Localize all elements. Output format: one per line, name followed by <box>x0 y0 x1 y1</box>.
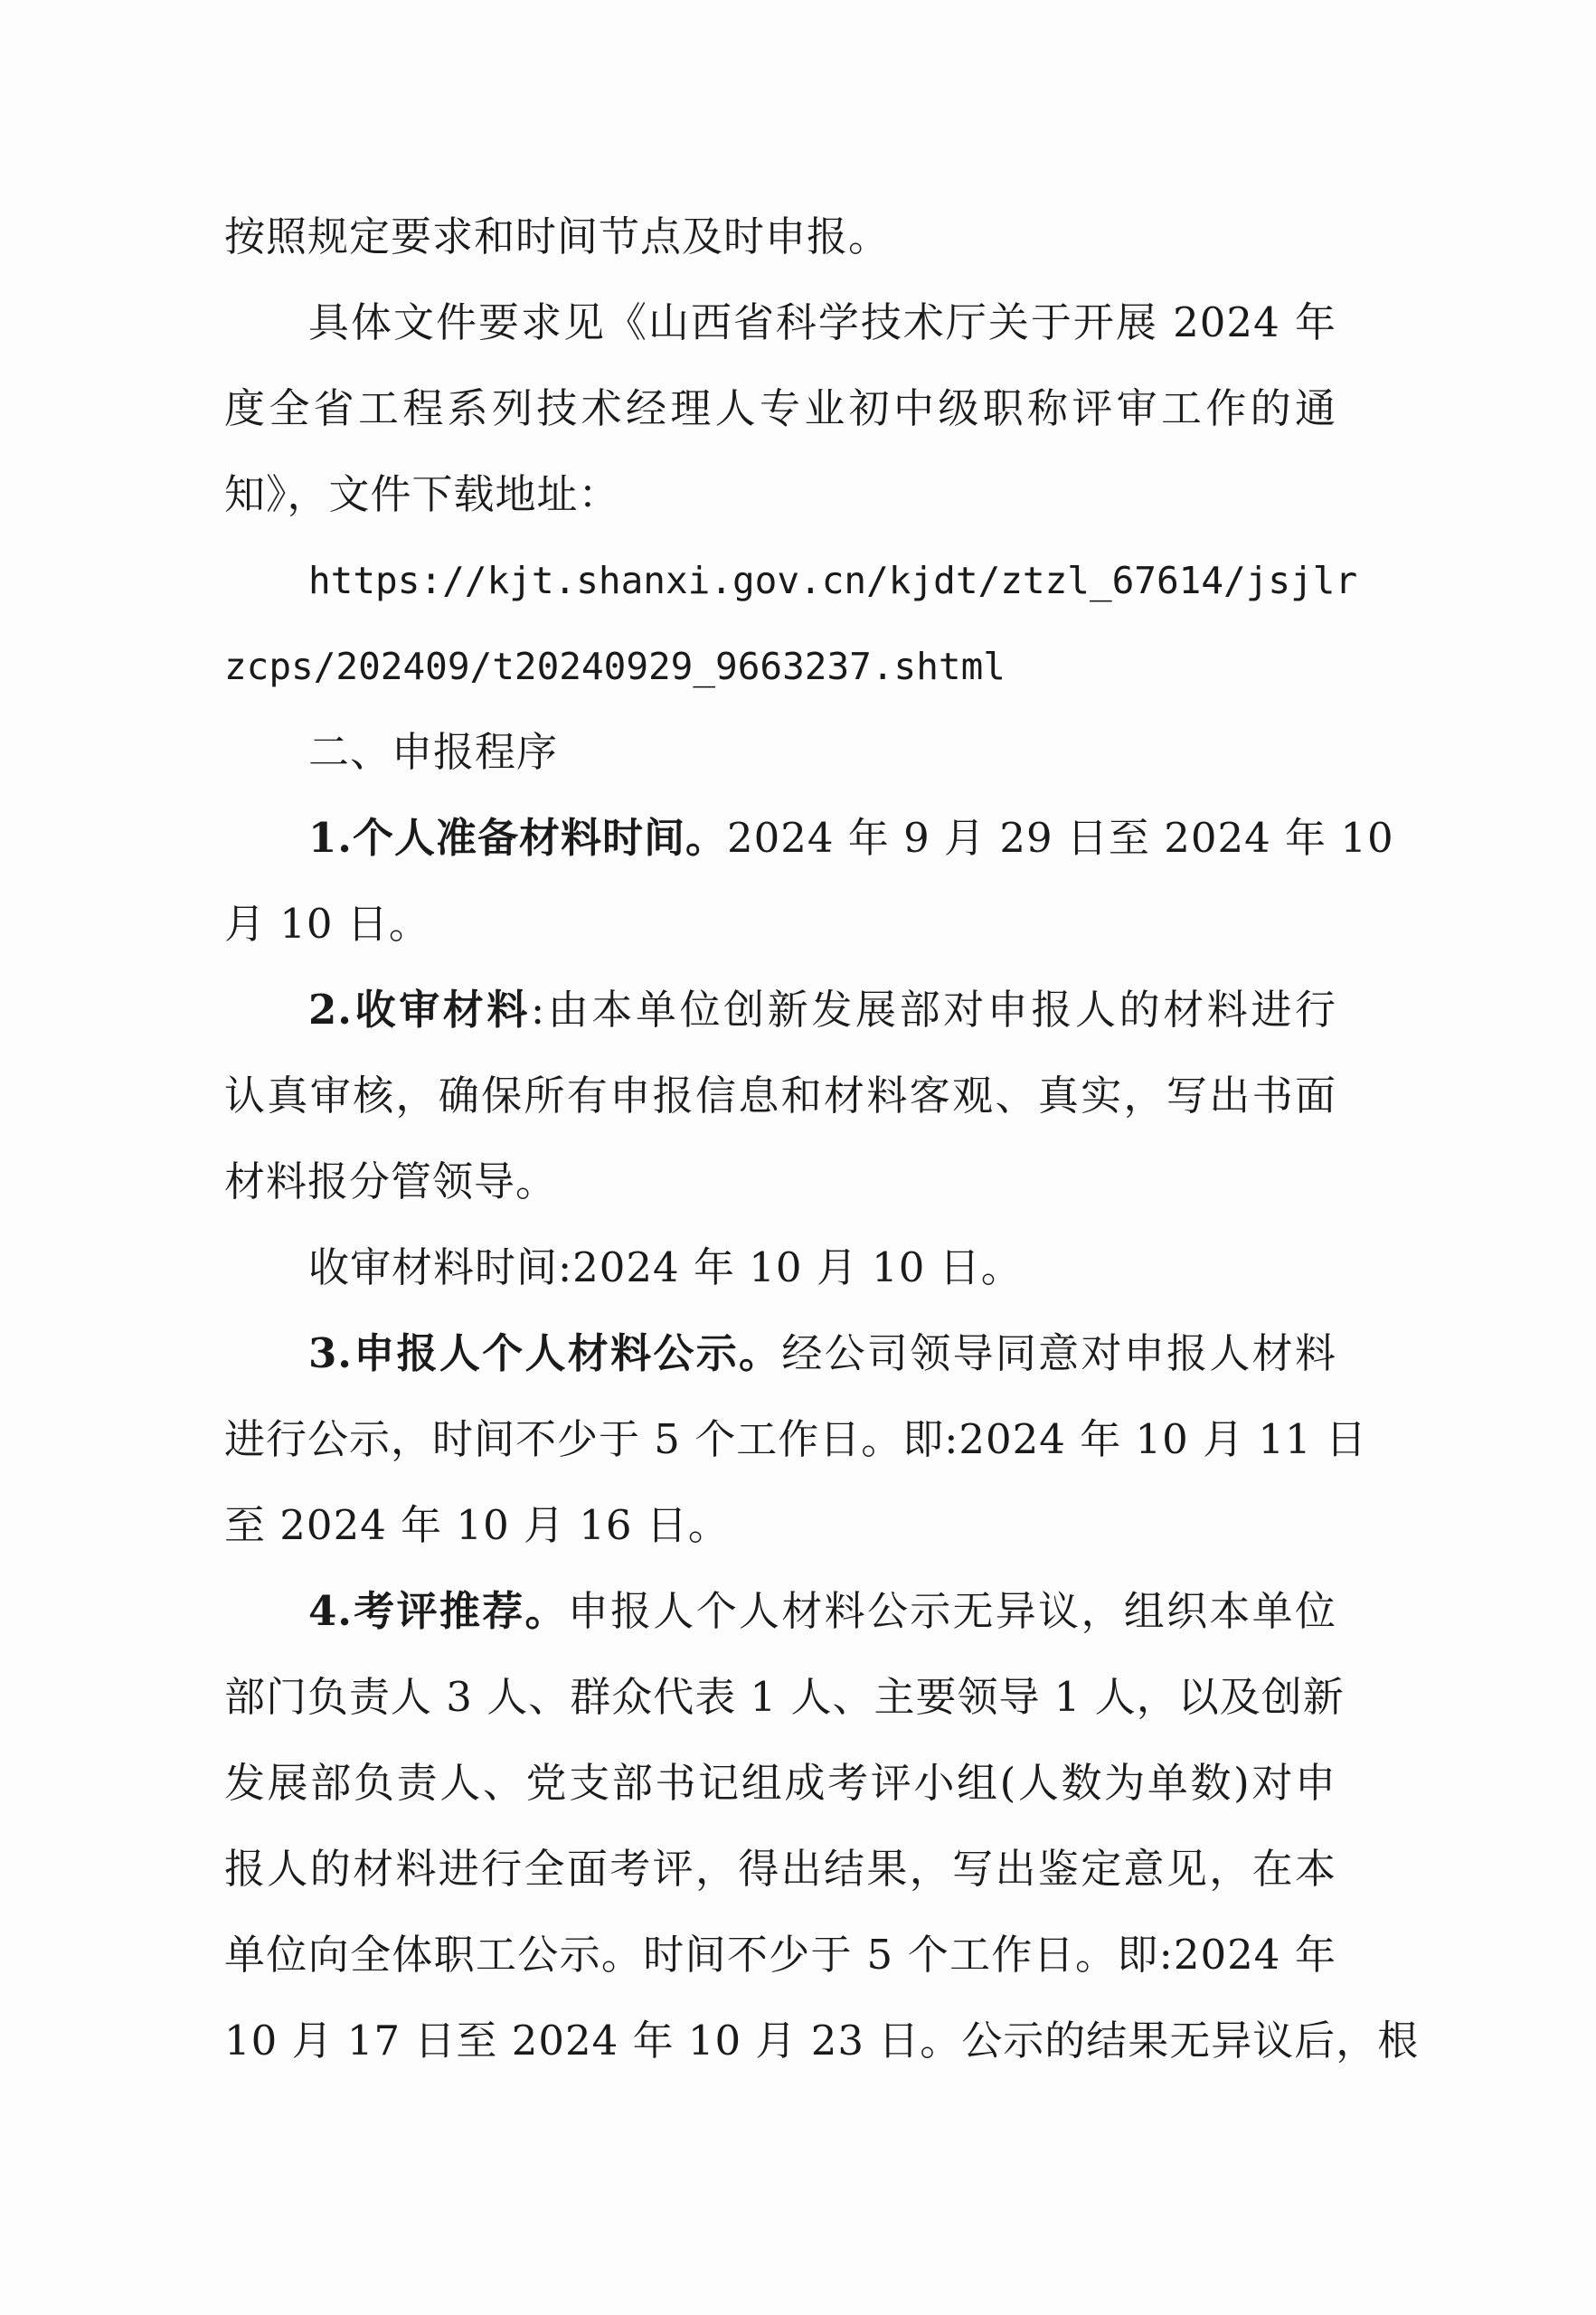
download-url-line[interactable]: https://kjt.shanxi.gov.cn/kjdt/ztzl_67614/jsjlr <box>308 559 1358 602</box>
body-line: 知》，文件下载地址： <box>224 470 620 518</box>
body-line: 报人的材料进行全面考评，得出结果，写出鉴定意见，在本 <box>224 1845 1336 1893</box>
step-3-title: 3.申报人个人材料公示。 <box>308 1329 782 1377</box>
step-3-line <box>308 1327 1336 1381</box>
step-1-line <box>308 811 1394 865</box>
step-1-text: 2024 年 9 月 29 日至 2024 年 10 <box>726 814 1394 862</box>
section-heading: 二、申报程序 <box>308 728 559 776</box>
body-line: 具体文件要求见《山西省科学技术厅关于开展 2024 年 <box>308 298 1336 346</box>
body-line: 度全省工程系列技术经理人专业初中级职称评审工作的通 <box>224 384 1336 432</box>
body-line: 单位向全体职工公示。时间不少于 5 个工作日。即:2024 年 <box>224 1931 1336 1979</box>
body-line: 按照规定要求和时间节点及时申报。 <box>224 213 891 260</box>
body-line: 材料报分管领导。 <box>224 1158 558 1205</box>
step-3-text: 经公司领导同意对申报人材料 <box>781 1329 1336 1377</box>
body-line: 收审材料时间:2024 年 10 月 10 日。 <box>308 1243 1023 1291</box>
step-4-line <box>308 1584 1336 1639</box>
body-line: 10 月 17 日至 2024 年 10 月 23 日。公示的结果无异议后，根 <box>224 2017 1420 2065</box>
body-line: 部门负责人 3 人、群众代表 1 人、主要领导 1 人，以及创新 <box>224 1673 1345 1721</box>
step-4-title: 4.考评推荐。 <box>308 1587 568 1635</box>
body-line: 月 10 日。 <box>224 900 430 948</box>
body-line: 认真审核，确保所有申报信息和材料客观、真实，写出书面 <box>224 1072 1336 1120</box>
step-1-title: 1.个人准备材料时间。 <box>308 814 727 862</box>
download-url-line[interactable]: zcps/202409/t20240929_9663237.shtml <box>224 645 1006 688</box>
body-line: 发展部负责人、党支部书记组成考评小组(人数为单数)对申 <box>224 1759 1336 1807</box>
step-4-text: 申报人个人材料公示无异议，组织本单位 <box>567 1587 1336 1635</box>
step-2-line <box>308 983 1336 1037</box>
body-line: 进行公示，时间不少于 5 个工作日。即:2024 年 10 月 11 日 <box>224 1415 1367 1463</box>
step-2-text: :由本单位创新发展部对申报人的材料进行 <box>531 986 1336 1034</box>
step-2-title: 2.收审材料 <box>308 986 531 1034</box>
body-line: 至 2024 年 10 月 16 日。 <box>224 1501 730 1549</box>
